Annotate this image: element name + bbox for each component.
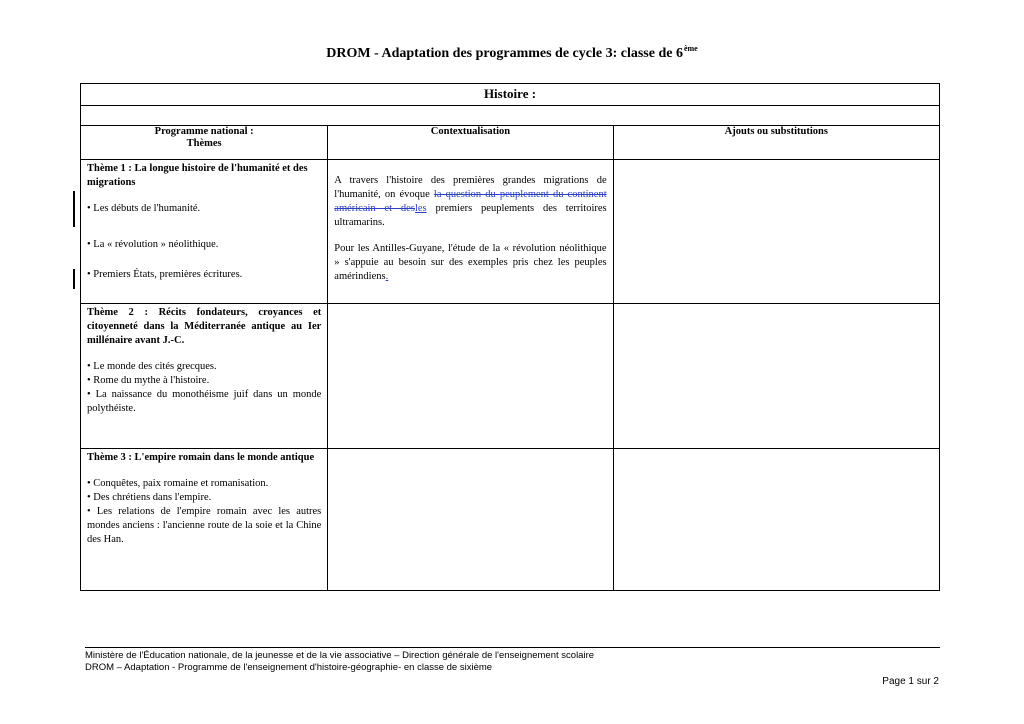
page-title-text: DROM - Adaptation des programmes de cycle 3: classe de 6	[326, 46, 683, 61]
footer-line-1: Ministère de l'Éducation nationale, de la jeunesse et de la vie associative – Direction générale de l'enseignement scolaire	[85, 650, 595, 661]
section-title: Histoire :	[81, 84, 940, 106]
header-programme-line1: Programme national :	[154, 126, 254, 137]
theme-title: Thème 3 : L'empire romain dans le monde antique	[87, 452, 315, 463]
spacer-cell	[81, 106, 940, 126]
theme-item: • Rome du mythe à l'histoire.	[87, 375, 210, 386]
header-row	[81, 126, 940, 160]
context-cell	[328, 449, 613, 591]
context-text: premiers peuplements des territoires ultramarins.	[334, 203, 607, 228]
section-row	[81, 84, 940, 106]
program-table	[80, 83, 940, 591]
revision-bar	[73, 191, 75, 227]
context-text: A travers l'histoire des premières grandes migrations de l'humanité, on évoque	[334, 175, 607, 200]
footer-rule	[85, 647, 940, 648]
context-paragraph-1	[334, 174, 606, 230]
theme-item: • La « révolution » néolithique.	[87, 239, 219, 250]
revision-bar	[73, 269, 75, 289]
page-title-superscript: ème	[683, 44, 698, 53]
additions-cell	[613, 160, 939, 304]
page-title	[0, 44, 1024, 62]
theme-cell	[81, 449, 328, 591]
theme-item: • La naissance du monothéisme juif dans un monde polythéiste.	[87, 389, 322, 414]
header-contextualisation: Contextualisation	[328, 126, 613, 160]
page-number: Page 1 sur 2	[882, 676, 939, 687]
theme-row	[81, 304, 940, 449]
inserted-text: les	[414, 203, 427, 214]
header-programme-line2: Thèmes	[186, 138, 222, 149]
inserted-text: .	[385, 271, 389, 282]
spacer-row	[81, 106, 940, 126]
theme-item: • Conquêtes, paix romaine et romanisation.	[87, 478, 269, 489]
context-cell	[328, 304, 613, 449]
theme-item: • Les relations de l'empire romain avec les autres mondes anciens : l'ancienne route de la soie et la Chine des Han.	[87, 506, 322, 545]
theme-item: • Premiers États, premières écritures.	[87, 269, 243, 280]
theme-item: • Le monde des cités grecques.	[87, 361, 217, 372]
header-programme	[81, 126, 328, 160]
theme-item: • Des chrétiens dans l'empire.	[87, 492, 212, 503]
header-ajouts: Ajouts ou substitutions	[613, 126, 939, 160]
context-text: Pour les Antilles-Guyane, l'étude de la « révolution néolithique » s'appuie au besoin sur des exemples pris chez les peuples amérindiens	[334, 243, 607, 282]
context-cell	[328, 160, 613, 304]
theme-row	[81, 449, 940, 591]
theme-title: Thème 2 : Récits fondateurs, croyances et citoyenneté dans la Méditerranée antique au Ier millénaire avant J.-C.	[87, 307, 322, 346]
theme-cell	[81, 304, 328, 449]
context-paragraph-2	[334, 242, 606, 284]
theme-title: Thème 1 : La longue histoire de l'humanité et des migrations	[87, 163, 308, 188]
additions-cell	[613, 449, 939, 591]
footer-line-2: DROM – Adaptation - Programme de l'enseignement d'histoire-géographie- en classe de sixième	[85, 662, 493, 673]
theme-cell	[81, 160, 328, 304]
deleted-text: la question du peuplement du continent américain et des	[334, 189, 607, 214]
theme-row	[81, 160, 940, 304]
additions-cell	[613, 304, 939, 449]
theme-item: • Les débuts de l'humanité.	[87, 203, 201, 214]
